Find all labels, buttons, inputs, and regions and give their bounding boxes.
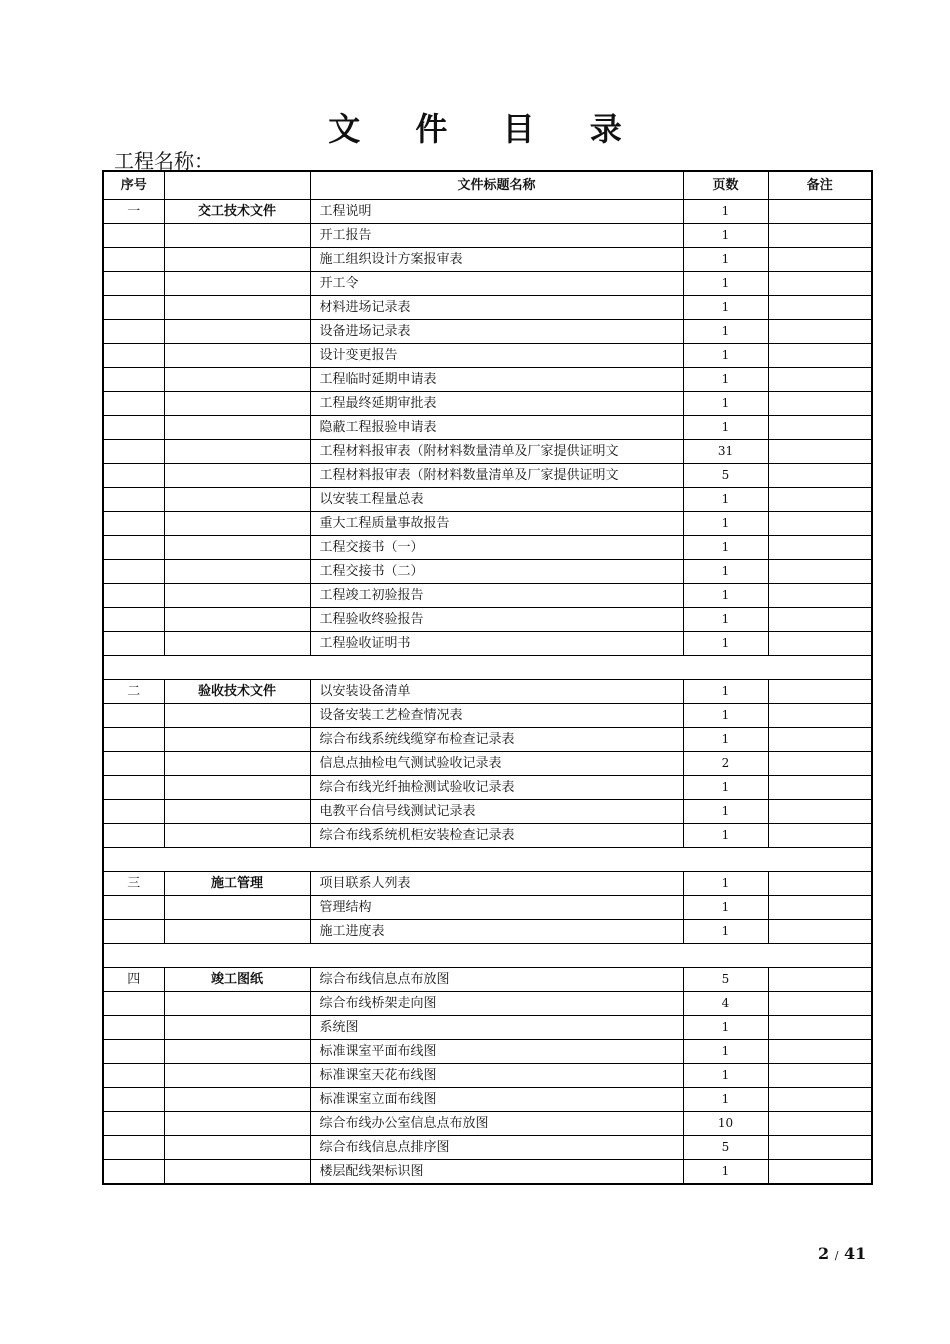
remarks-cell <box>768 1016 872 1040</box>
category-cell <box>164 536 310 560</box>
remarks-cell <box>768 416 872 440</box>
title-cell: 材料进场记录表 <box>310 296 683 320</box>
page-title: 文 件 目 录 <box>328 110 644 148</box>
title-cell: 开工令 <box>310 272 683 296</box>
title-cell: 设备安装工艺检查情况表 <box>310 704 683 728</box>
seq-cell <box>103 1040 164 1064</box>
seq-cell: 一 <box>103 200 164 224</box>
seq-cell: 二 <box>103 680 164 704</box>
pages-cell: 31 <box>683 440 768 464</box>
category-cell <box>164 1136 310 1160</box>
table-row <box>103 800 872 824</box>
pages-cell: 1 <box>683 608 768 632</box>
table-row <box>103 248 872 272</box>
remarks-cell <box>768 800 872 824</box>
pages-cell: 1 <box>683 560 768 584</box>
spacer-row <box>103 656 872 680</box>
seq-cell <box>103 1160 164 1185</box>
remarks-cell <box>768 488 872 512</box>
remarks-cell <box>768 536 872 560</box>
title-cell: 工程验收证明书 <box>310 632 683 656</box>
table-row <box>103 296 872 320</box>
title-cell: 标准课室平面布线图 <box>310 1040 683 1064</box>
pages-cell: 1 <box>683 248 768 272</box>
remarks-cell <box>768 992 872 1016</box>
table-row <box>103 1136 872 1160</box>
project-name-label: 工程名称： <box>114 149 214 173</box>
seq-cell <box>103 440 164 464</box>
pages-cell: 1 <box>683 584 768 608</box>
category-cell <box>164 608 310 632</box>
title-cell: 工程临时延期申请表 <box>310 368 683 392</box>
remarks-cell <box>768 752 872 776</box>
table-row <box>103 440 872 464</box>
table-row <box>103 512 872 536</box>
category-cell <box>164 728 310 752</box>
remarks-cell <box>768 224 872 248</box>
pages-cell: 1 <box>683 1088 768 1112</box>
header-seq: 序号 <box>103 171 164 200</box>
seq-cell <box>103 896 164 920</box>
seq-cell <box>103 224 164 248</box>
category-cell <box>164 800 310 824</box>
table-row <box>103 488 872 512</box>
pages-cell: 1 <box>683 1016 768 1040</box>
category-cell <box>164 464 310 488</box>
remarks-cell <box>768 464 872 488</box>
title-cell: 综合布线办公室信息点布放图 <box>310 1112 683 1136</box>
title-cell: 重大工程质量事故报告 <box>310 512 683 536</box>
seq-cell <box>103 800 164 824</box>
remarks-cell <box>768 560 872 584</box>
seq-cell <box>103 728 164 752</box>
table-row <box>103 1160 872 1185</box>
table-row <box>103 1088 872 1112</box>
seq-cell <box>103 344 164 368</box>
remarks-cell <box>768 1112 872 1136</box>
pages-cell: 1 <box>683 536 768 560</box>
remarks-cell <box>768 296 872 320</box>
table-row <box>103 920 872 944</box>
pages-cell: 1 <box>683 368 768 392</box>
pages-cell: 1 <box>683 872 768 896</box>
remarks-cell <box>768 968 872 992</box>
table-row <box>103 464 872 488</box>
pages-cell: 2 <box>683 752 768 776</box>
seq-cell <box>103 512 164 536</box>
seq-cell <box>103 584 164 608</box>
title-cell: 工程交接书（一） <box>310 536 683 560</box>
seq-cell <box>103 392 164 416</box>
spacer-cell <box>103 944 872 968</box>
pages-cell: 1 <box>683 800 768 824</box>
category-cell <box>164 248 310 272</box>
seq-cell <box>103 272 164 296</box>
pages-cell: 1 <box>683 344 768 368</box>
remarks-cell <box>768 368 872 392</box>
pages-cell: 1 <box>683 296 768 320</box>
title-cell: 开工报告 <box>310 224 683 248</box>
remarks-cell <box>768 728 872 752</box>
page-separator: / <box>834 1249 839 1262</box>
title-cell: 工程材料报审表（附材料数量清单及厂家提供证明文 <box>310 464 683 488</box>
category-cell <box>164 272 310 296</box>
category-cell <box>164 776 310 800</box>
pages-cell: 1 <box>683 320 768 344</box>
header-pages: 页数 <box>683 171 768 200</box>
pages-cell: 1 <box>683 680 768 704</box>
seq-cell <box>103 920 164 944</box>
seq-cell <box>103 320 164 344</box>
title-cell: 工程材料报审表（附材料数量清单及厂家提供证明文 <box>310 440 683 464</box>
category-cell <box>164 560 310 584</box>
table-row <box>103 536 872 560</box>
table-row <box>103 200 872 224</box>
table-row <box>103 1112 872 1136</box>
pages-cell: 1 <box>683 896 768 920</box>
pages-cell: 1 <box>683 704 768 728</box>
title-cell: 标准课室立面布线图 <box>310 1088 683 1112</box>
seq-cell <box>103 992 164 1016</box>
title-cell: 综合布线信息点排序图 <box>310 1136 683 1160</box>
pages-cell: 4 <box>683 992 768 1016</box>
title-cell: 以安装工程量总表 <box>310 488 683 512</box>
seq-cell <box>103 560 164 584</box>
table-row <box>103 224 872 248</box>
remarks-cell <box>768 776 872 800</box>
category-cell <box>164 1160 310 1185</box>
title-cell: 综合布线系统机柜安装检查记录表 <box>310 824 683 848</box>
seq-cell <box>103 824 164 848</box>
seq-cell <box>103 608 164 632</box>
table-row <box>103 632 872 656</box>
table-row <box>103 968 872 992</box>
current-page: 2 <box>818 1244 830 1263</box>
category-cell: 交工技术文件 <box>164 200 310 224</box>
table-row <box>103 824 872 848</box>
category-cell <box>164 512 310 536</box>
table-row <box>103 776 872 800</box>
title-cell: 设备进场记录表 <box>310 320 683 344</box>
spacer-row <box>103 944 872 968</box>
category-cell: 验收技术文件 <box>164 680 310 704</box>
total-pages: 41 <box>844 1244 867 1263</box>
remarks-cell <box>768 704 872 728</box>
title-cell: 电教平台信号线测试记录表 <box>310 800 683 824</box>
title-cell: 设计变更报告 <box>310 344 683 368</box>
category-cell <box>164 1040 310 1064</box>
category-cell <box>164 1088 310 1112</box>
pages-cell: 1 <box>683 392 768 416</box>
category-cell <box>164 752 310 776</box>
remarks-cell <box>768 248 872 272</box>
table-row <box>103 680 872 704</box>
pages-cell: 1 <box>683 1160 768 1185</box>
table-row <box>103 752 872 776</box>
seq-cell <box>103 752 164 776</box>
remarks-cell <box>768 344 872 368</box>
category-cell <box>164 632 310 656</box>
seq-cell <box>103 1136 164 1160</box>
seq-cell <box>103 416 164 440</box>
remarks-cell <box>768 440 872 464</box>
table-row <box>103 728 872 752</box>
pages-cell: 1 <box>683 272 768 296</box>
category-cell <box>164 344 310 368</box>
title-cell: 综合布线光纤抽检测试验收记录表 <box>310 776 683 800</box>
title-cell: 综合布线信息点布放图 <box>310 968 683 992</box>
seq-cell <box>103 704 164 728</box>
category-cell <box>164 896 310 920</box>
title-cell: 以安装设备清单 <box>310 680 683 704</box>
pages-cell: 1 <box>683 920 768 944</box>
category-cell <box>164 704 310 728</box>
table-row <box>103 1016 872 1040</box>
table-row <box>103 992 872 1016</box>
category-cell <box>164 992 310 1016</box>
title-cell: 项目联系人列表 <box>310 872 683 896</box>
seq-cell <box>103 488 164 512</box>
category-cell <box>164 1112 310 1136</box>
category-cell <box>164 416 310 440</box>
remarks-cell <box>768 920 872 944</box>
pages-cell: 1 <box>683 1040 768 1064</box>
title-cell: 施工进度表 <box>310 920 683 944</box>
seq-cell <box>103 536 164 560</box>
title-cell: 工程说明 <box>310 200 683 224</box>
category-cell <box>164 1064 310 1088</box>
seq-cell: 三 <box>103 872 164 896</box>
seq-cell: 四 <box>103 968 164 992</box>
pages-cell: 1 <box>683 824 768 848</box>
remarks-cell <box>768 584 872 608</box>
remarks-cell <box>768 392 872 416</box>
category-cell: 施工管理 <box>164 872 310 896</box>
category-cell <box>164 296 310 320</box>
table-row <box>103 1040 872 1064</box>
pages-cell: 1 <box>683 1064 768 1088</box>
remarks-cell <box>768 632 872 656</box>
seq-cell <box>103 1112 164 1136</box>
title-cell: 管理结构 <box>310 896 683 920</box>
pages-cell: 1 <box>683 488 768 512</box>
pages-cell: 5 <box>683 968 768 992</box>
table-row <box>103 896 872 920</box>
category-cell <box>164 824 310 848</box>
title-cell: 工程验收终验报告 <box>310 608 683 632</box>
category-cell: 竣工图纸 <box>164 968 310 992</box>
remarks-cell <box>768 680 872 704</box>
pages-cell: 1 <box>683 224 768 248</box>
pages-cell: 1 <box>683 728 768 752</box>
seq-cell <box>103 1016 164 1040</box>
seq-cell <box>103 1088 164 1112</box>
title-cell: 工程交接书（二） <box>310 560 683 584</box>
table-row <box>103 416 872 440</box>
table-body <box>103 200 872 1185</box>
spacer-cell <box>103 656 872 680</box>
category-cell <box>164 440 310 464</box>
title-cell: 工程竣工初验报告 <box>310 584 683 608</box>
category-cell <box>164 392 310 416</box>
table-row <box>103 272 872 296</box>
category-cell <box>164 368 310 392</box>
remarks-cell <box>768 1160 872 1185</box>
seq-cell <box>103 296 164 320</box>
remarks-cell <box>768 1088 872 1112</box>
seq-cell <box>103 776 164 800</box>
title-cell: 施工组织设计方案报审表 <box>310 248 683 272</box>
spacer-row <box>103 848 872 872</box>
pages-cell: 5 <box>683 1136 768 1160</box>
remarks-cell <box>768 512 872 536</box>
remarks-cell <box>768 272 872 296</box>
title-cell: 信息点抽检电气测试验收记录表 <box>310 752 683 776</box>
seq-cell <box>103 464 164 488</box>
page-number <box>818 1244 866 1263</box>
header-category <box>164 171 310 200</box>
pages-cell: 1 <box>683 416 768 440</box>
table-row <box>103 560 872 584</box>
seq-cell <box>103 248 164 272</box>
title-cell: 工程最终延期审批表 <box>310 392 683 416</box>
remarks-cell <box>768 1064 872 1088</box>
title-cell: 综合布线桥架走向图 <box>310 992 683 1016</box>
title-cell: 隐蔽工程报验申请表 <box>310 416 683 440</box>
title-cell: 标准课室天花布线图 <box>310 1064 683 1088</box>
title-cell: 楼层配线架标识图 <box>310 1160 683 1185</box>
pages-cell: 10 <box>683 1112 768 1136</box>
category-cell <box>164 320 310 344</box>
document-directory-table <box>102 170 873 1185</box>
table-header-row <box>103 171 872 200</box>
table-row <box>103 872 872 896</box>
remarks-cell <box>768 872 872 896</box>
table-row <box>103 320 872 344</box>
table-row <box>103 584 872 608</box>
remarks-cell <box>768 1040 872 1064</box>
remarks-cell <box>768 1136 872 1160</box>
pages-cell: 1 <box>683 632 768 656</box>
category-cell <box>164 224 310 248</box>
category-cell <box>164 1016 310 1040</box>
seq-cell <box>103 632 164 656</box>
table-row <box>103 392 872 416</box>
pages-cell: 5 <box>683 464 768 488</box>
remarks-cell <box>768 608 872 632</box>
remarks-cell <box>768 200 872 224</box>
table-row <box>103 368 872 392</box>
title-cell: 综合布线系统线缆穿布检查记录表 <box>310 728 683 752</box>
table-row <box>103 608 872 632</box>
header-remarks: 备注 <box>768 171 872 200</box>
category-cell <box>164 488 310 512</box>
category-cell <box>164 584 310 608</box>
remarks-cell <box>768 320 872 344</box>
seq-cell <box>103 368 164 392</box>
header-title: 文件标题名称 <box>310 171 683 200</box>
title-cell: 系统图 <box>310 1016 683 1040</box>
remarks-cell <box>768 896 872 920</box>
spacer-cell <box>103 848 872 872</box>
pages-cell: 1 <box>683 512 768 536</box>
remarks-cell <box>768 824 872 848</box>
table-row <box>103 1064 872 1088</box>
pages-cell: 1 <box>683 200 768 224</box>
table-row <box>103 344 872 368</box>
category-cell <box>164 920 310 944</box>
table-row <box>103 704 872 728</box>
pages-cell: 1 <box>683 776 768 800</box>
seq-cell <box>103 1064 164 1088</box>
